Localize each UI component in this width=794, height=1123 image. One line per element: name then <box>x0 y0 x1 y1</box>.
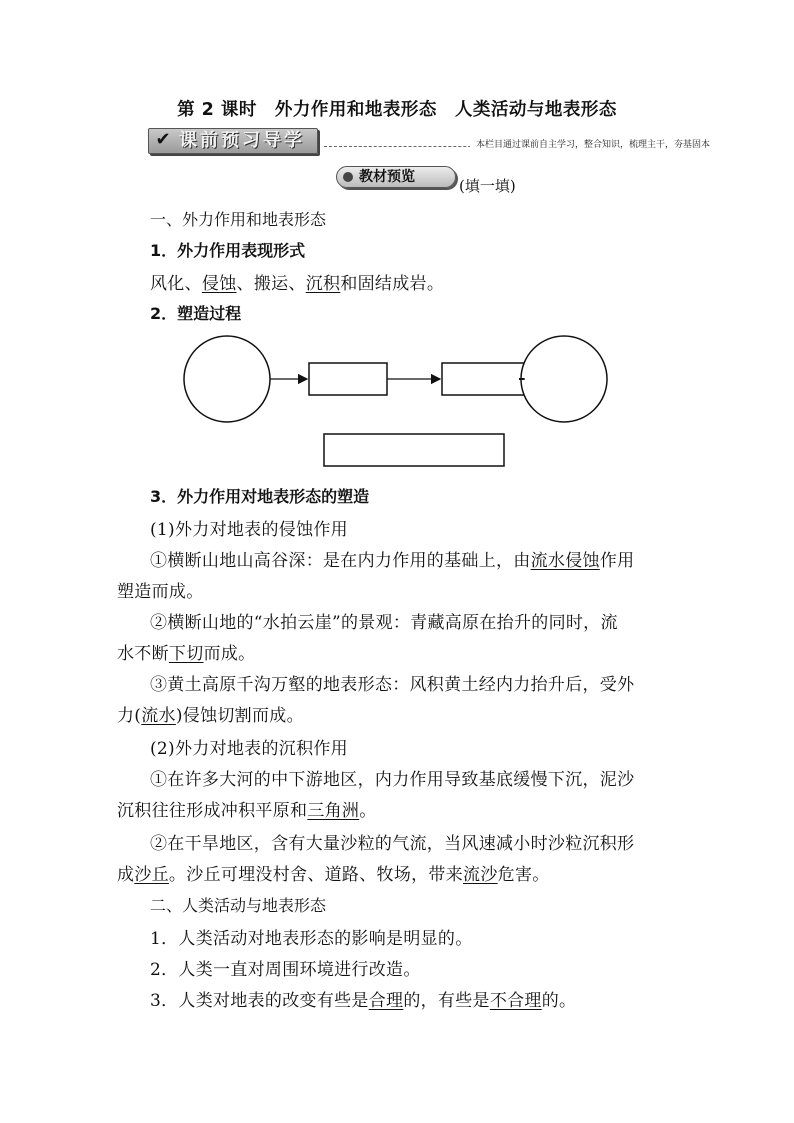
page-title: 第 2 课时 外力作用和地表形态 人类活动与地表形态 <box>177 100 617 120</box>
blank-answer: 侵蚀 <box>201 274 237 294</box>
item-3-title: 3．外力作用对地表形态的塑造 <box>150 487 370 506</box>
diagram-svg <box>178 332 618 472</box>
node-deposition-circle <box>521 336 607 422</box>
process-diagram <box>178 332 618 476</box>
blank-answer: 流水 <box>141 706 176 726</box>
section-2-item-3: 3．人类对地表的改变有些是合理的，有些是不合理的。 <box>150 991 577 1011</box>
paragraph-2: ②横断山地的“水拍云崖”的景观：青藏高原在抬升的同时，流 <box>150 613 618 633</box>
section-heading-2: 二、人类活动与地表形态 <box>150 896 327 915</box>
blank-answer: 沉积 <box>305 274 341 294</box>
badge-label: 教材预览 <box>359 169 415 185</box>
item-1-title: 1．外力作用表现形式 <box>150 241 306 260</box>
paragraph-5-cont: 成沙丘。沙丘可埋没村舍、道路、牧场，带来流沙危害。 <box>117 865 550 885</box>
check-icon: ✔ <box>155 129 171 150</box>
banner-label: 课前预习导学 <box>179 130 305 151</box>
blank-answer: 三角洲 <box>307 801 360 821</box>
node-landform-box <box>324 434 504 466</box>
sub-2-title: (2)外力对地表的沉积作用 <box>150 739 348 759</box>
node-external-force-box <box>309 363 387 395</box>
blank-answer: 沙丘 <box>134 865 169 885</box>
blank-answer: 流水侵蚀 <box>530 551 600 571</box>
paragraph-2-cont: 水不断下切而成。 <box>117 644 256 664</box>
section-2-item-1: 1．人类活动对地表形态的影响是明显的。 <box>150 929 473 949</box>
section-banner <box>148 128 710 154</box>
bullet-icon <box>343 172 353 182</box>
node-factor-change-box <box>442 363 524 395</box>
textbook-preview-badge <box>336 166 456 188</box>
blank-answer: 不合理 <box>489 991 542 1011</box>
paragraph-1-cont: 塑造而成。 <box>117 582 204 602</box>
section-2-item-2: 2．人类一直对周围环境进行改造。 <box>150 960 421 980</box>
section-heading-1: 一、外力作用和地表形态 <box>150 210 327 229</box>
paragraph-4-cont: 沉积往往形成冲积平原和三角洲。 <box>117 801 377 821</box>
paragraph-3: ③黄土高原千沟万壑的地表形态：风积黄土经内力抬升后，受外 <box>150 675 635 695</box>
node-weathering-circle <box>184 336 270 422</box>
paragraph-5: ②在干旱地区，含有大量沙粒的气流，当风速减小时沙粒沉积形 <box>150 834 635 854</box>
banner-note: 本栏目通过课前自主学习，整合知识，梳理主干，夯基固本 <box>470 138 710 152</box>
item-2-title: 2．塑造过程 <box>150 304 242 323</box>
blank-answer: 下切 <box>168 644 204 664</box>
paragraph-4: ①在许多大河的中下游地区，内力作用导致基底缓慢下沉，泥沙 <box>150 770 635 790</box>
blank-answer: 合理 <box>368 991 404 1011</box>
fill-hint: (填一填) <box>459 177 516 195</box>
item-1-text: 风化、侵蚀、搬运、沉积和固结成岩。 <box>150 274 445 294</box>
paragraph-3-cont: 力(流水)侵蚀切割而成。 <box>117 706 304 726</box>
paragraph-1: ①横断山地山高谷深：是在内力作用的基础上，由流水侵蚀作用 <box>150 551 635 571</box>
banner-box <box>148 128 318 154</box>
blank-answer: 流沙 <box>463 865 498 885</box>
sub-1-title: (1)外力对地表的侵蚀作用 <box>150 520 348 540</box>
